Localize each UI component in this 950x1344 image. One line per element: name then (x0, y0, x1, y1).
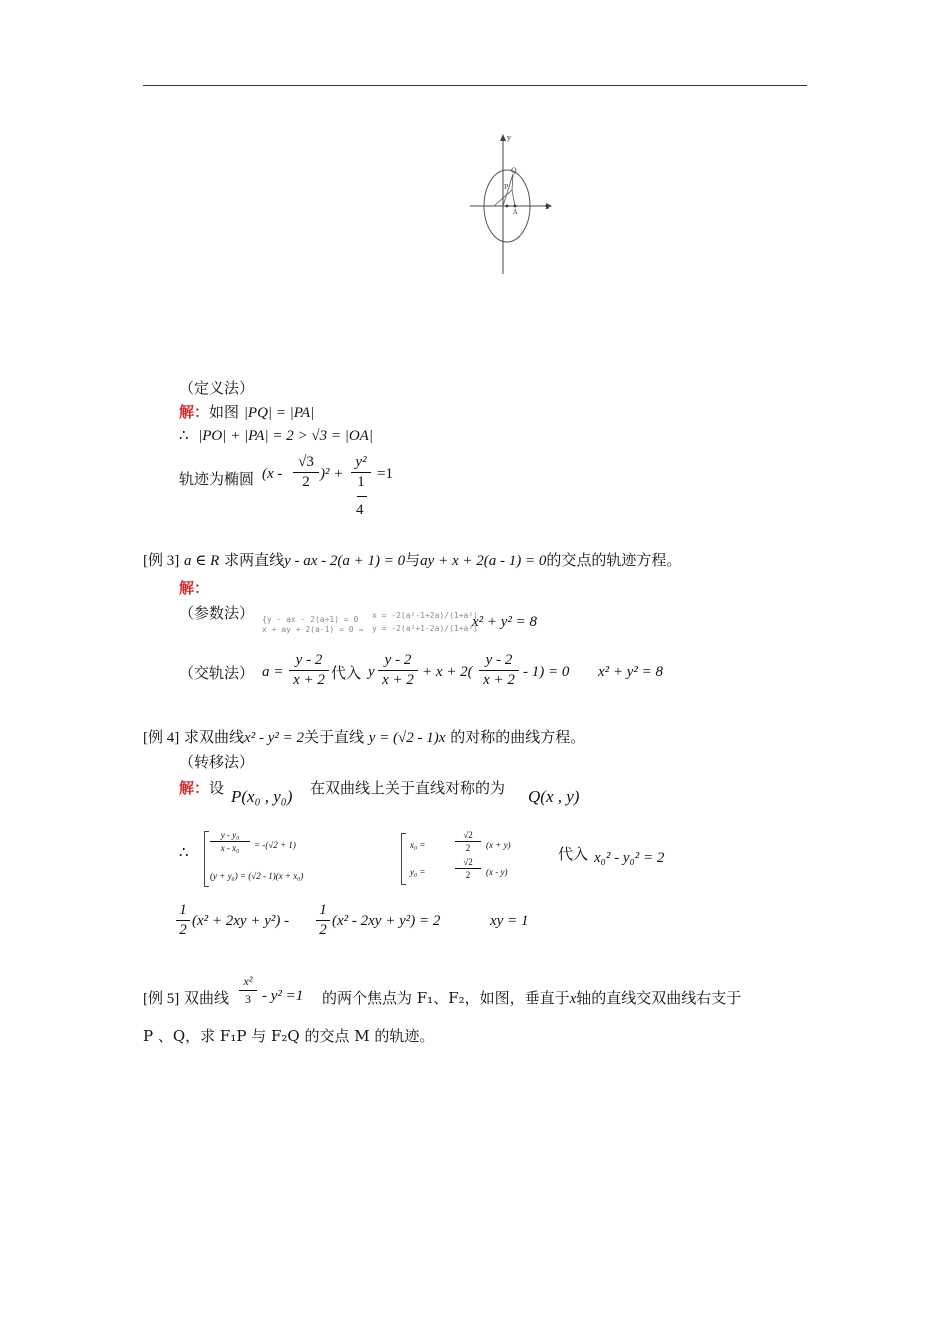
point-o (506, 205, 509, 208)
ex5-text2: 的两个焦点为 F₁、F₂，如图，垂直于 (322, 989, 570, 1007)
point-a (514, 205, 517, 208)
line-2-eq: ay + x + 2(a - 1) = 0 (420, 553, 547, 569)
sol-y0-lhs: y₀ = (410, 867, 426, 877)
ex3-jie-label: 解： (179, 579, 210, 597)
label-p: P (504, 184, 509, 191)
ex4-jie-label: 解： (179, 779, 210, 797)
intro-text: 如图 (209, 403, 240, 421)
label-x: x (545, 203, 549, 211)
hyperbola-eq: x² - y² = 2 (244, 730, 304, 746)
label-q: Q (511, 167, 517, 175)
y-axis-arrow (500, 134, 506, 141)
expr-part-1: (x² + 2xy + y²) - (192, 913, 290, 929)
example-5-label: [例 5] (143, 991, 180, 1007)
method-definition: （定义法） (179, 379, 255, 397)
frac-den: 2 (302, 474, 310, 490)
eq-pq-pa: |PQ| = |PA| (243, 405, 315, 421)
frac-num: y - 2 (295, 652, 323, 668)
point-q-def: Q(x , y) (528, 787, 580, 806)
label-y: y (507, 134, 511, 142)
expr-part-2: (x² - 2xy + y²) = 2 (332, 913, 441, 929)
ex4-text2: 关于直线 (303, 728, 364, 746)
frac-bar (455, 868, 481, 869)
frac-half-2 (316, 902, 330, 939)
substitute-text: 代入 (331, 664, 362, 682)
frac-num: y - y₀ (220, 830, 240, 840)
frac-den: x + 2 (293, 672, 325, 688)
frac-sol-y0 (455, 857, 481, 880)
frac-den: x - x₀ (220, 843, 240, 853)
trajectory-text: 轨迹为椭圆 (179, 470, 255, 488)
system-brace-left (204, 831, 209, 887)
example-3-label: [例 3] (143, 553, 180, 569)
frac-num: 1 (319, 902, 327, 918)
ex5-text1: 双曲线 (184, 989, 230, 1007)
sub-fraction-four: 4 (356, 502, 364, 518)
sol-x0-lhs: x₀ = (410, 840, 426, 850)
ex5-start (143, 987, 229, 1008)
param-system-b: x + ay + 2(a-1) = 0 ⇒ (262, 625, 364, 634)
cond-a-in-r: a ∈ R (184, 553, 220, 569)
frac-y-sub (378, 652, 418, 689)
example-4-label: [例 4] (143, 730, 180, 746)
frac-y2-over-quarter (351, 454, 371, 491)
solution-line-1 (179, 401, 314, 422)
frac-num-y2: y² (355, 454, 367, 470)
frac-bar (455, 841, 481, 842)
midpoint-eq: (y + y₀) = (√2 - 1)(x + x₀) (210, 871, 304, 881)
ex4-substitute: 代入 (558, 845, 589, 863)
plus-x-term: + x + 2( (422, 664, 473, 680)
method-intersection: （交轨法） (179, 664, 255, 682)
solution-line-2 (179, 426, 373, 445)
frac-num: √2 (463, 830, 473, 840)
frac-num: y - 2 (384, 652, 412, 668)
ex3-and: 与 (405, 551, 421, 569)
y-letter: y (368, 664, 375, 680)
jie-label: 解： (179, 403, 210, 421)
ex5-line2: P 、Q，求 F₁P 与 F₂Q 的交点 M 的轨迹。 (143, 1027, 435, 1045)
ellipse-eq-one: =1 (377, 466, 393, 482)
solution-brace-left (401, 833, 406, 885)
ex5-text3: 轴的直线交双曲线右支于 (576, 989, 742, 1007)
frac-den: 2 (465, 843, 471, 853)
ex4-therefore: ∴ (179, 843, 189, 861)
line-1-eq: y - ax - 2(a + 1) = 0 (284, 553, 406, 569)
frac-bar (289, 670, 329, 671)
frac-bar (316, 920, 330, 921)
intersection-result: x² + y² = 8 (598, 664, 664, 680)
frac-x2-over-3 (239, 974, 257, 1007)
frac-den: x + 2 (382, 672, 414, 688)
frac-bar (479, 670, 519, 671)
sub-equation: x₀² - y₀² = 2 (594, 850, 665, 866)
circle-figure (466, 128, 556, 278)
example-4-line (143, 726, 585, 747)
minus-one-eq: - 1) = 0 (523, 664, 570, 680)
frac-a-sub (479, 652, 519, 689)
sub-fraction-bar (357, 496, 367, 497)
sol-x0-rhs: (x + y) (486, 840, 511, 850)
ex5-rest: - y² =1 (262, 988, 304, 1004)
ex4-text1: 求双曲线 (184, 728, 245, 746)
frac-a (289, 652, 329, 689)
frac-den: 3 (245, 992, 251, 1006)
frac-den: 2 (319, 922, 327, 938)
ellipse-lhs: (x - (262, 466, 283, 482)
frac-bar (351, 472, 371, 473)
param-solution-d: y = -2(a²+1-2a)/(1+a²) (372, 624, 478, 633)
method-parameter: （参数法） (179, 604, 255, 622)
ex4-setup-line (179, 777, 224, 798)
frac-bar (210, 841, 250, 842)
ellipse-square: )² + (320, 466, 344, 482)
frac-bar (176, 920, 190, 921)
method-transfer: （转移法） (179, 753, 255, 771)
sol-y0-rhs: (x - y) (486, 867, 508, 877)
a-equals: a = (262, 664, 284, 680)
frac-sol-x0 (455, 830, 481, 853)
frac-num: y - 2 (485, 652, 513, 668)
frac-slope (210, 830, 250, 853)
frac-half-1 (176, 902, 190, 939)
frac-bar (378, 670, 418, 671)
frac-num: √2 (463, 857, 473, 867)
ex4-set: 设 (209, 779, 225, 797)
frac-den: 2 (179, 922, 187, 938)
example-3-line (143, 549, 681, 570)
eq-po-pa: |PO| + |PA| = 2 > √3 = |OA| (198, 428, 373, 444)
header-rule (143, 85, 807, 86)
param-system-a: {y - ax - 2(a+1) = 0 (262, 615, 359, 624)
frac-den-one: 1 (357, 474, 365, 490)
ex5-text-line (322, 987, 741, 1008)
ex4-text4: 在双曲线上关于直线对称的为 (310, 779, 506, 797)
frac-sqrt3-over-2 (293, 454, 319, 491)
param-result: x² + y² = 8 (472, 614, 538, 630)
therefore-symbol: ∴ (179, 426, 189, 444)
frac-num: √3 (298, 454, 314, 470)
point-p-def: P(x₀ , y₀) (231, 787, 293, 806)
frac-num: x² (243, 974, 253, 988)
ex4-result: xy = 1 (490, 913, 529, 929)
frac-bar (293, 472, 319, 473)
frac-num: 1 (179, 902, 187, 918)
ex4-text3: 的对称的曲线方程。 (450, 728, 586, 746)
frac-bar (239, 990, 257, 991)
ex5-xaxis: x (569, 991, 577, 1007)
ex3-text1: 求两直线 (224, 551, 285, 569)
label-a: A (513, 209, 518, 216)
param-solution-c: x = -2(a²-1+2a)/(1+a²) (372, 611, 478, 620)
segment-pa (512, 190, 515, 206)
frac-den: x + 2 (483, 672, 515, 688)
slope-rhs: = -(√2 + 1) (254, 840, 296, 850)
ex3-text2: 的交点的轨迹方程。 (546, 551, 682, 569)
symmetry-line-eq: y = (√2 - 1)x (368, 730, 446, 746)
frac-den: 2 (465, 870, 471, 880)
